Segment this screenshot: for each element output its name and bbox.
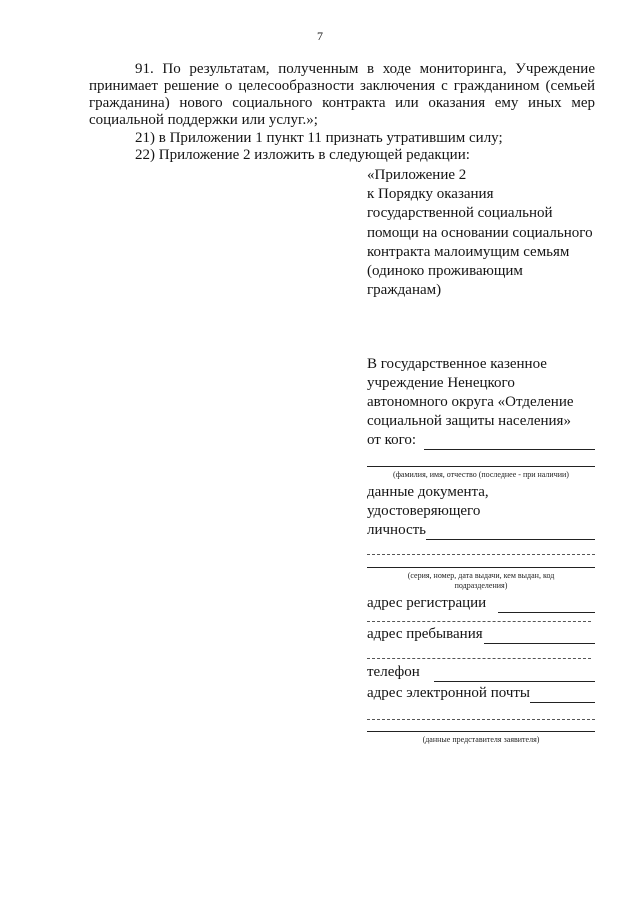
phone-field[interactable] bbox=[434, 668, 595, 682]
phone-label: телефон bbox=[367, 664, 420, 680]
addressee-line: В государственное казенное bbox=[367, 356, 547, 372]
appendix-line: «Приложение 2 bbox=[367, 167, 467, 183]
paragraph-22: 22) Приложение 2 изложить в следующей редакции: bbox=[135, 147, 470, 163]
document-caption bbox=[367, 571, 595, 591]
appendix-line: гражданам) bbox=[367, 282, 442, 299]
addressee-line: автономного округа «Отделение bbox=[367, 394, 574, 410]
phone-row bbox=[367, 663, 595, 682]
document-block bbox=[367, 483, 595, 521]
addressee-line: учреждение Ненецкого bbox=[367, 375, 515, 391]
registration-label: адрес регистрации bbox=[367, 595, 487, 611]
stay-field[interactable] bbox=[484, 630, 595, 644]
document-line-2[interactable] bbox=[367, 554, 595, 555]
document-line-3[interactable] bbox=[367, 567, 595, 568]
email-label: адрес электронной почты bbox=[367, 685, 531, 701]
appendix-line: к Порядку оказания bbox=[367, 186, 494, 203]
document-line: удостоверяющего bbox=[367, 503, 481, 519]
fio-line[interactable] bbox=[367, 466, 595, 467]
appendix-heading bbox=[367, 166, 607, 300]
representative-line-1[interactable] bbox=[367, 719, 595, 720]
paragraph-21: 21) в Приложении 1 пункт 11 признать утратившим силу; bbox=[135, 130, 503, 146]
appendix-line: контракта малоимущим семьям bbox=[367, 243, 570, 260]
addressee bbox=[367, 355, 595, 431]
appendix-line: (одиноко проживающим bbox=[367, 263, 523, 280]
from-field[interactable] bbox=[424, 436, 595, 450]
paragraph-91: 91. По результатам, полученным в ходе мониторинга, Учреждение принимает решение о целесообразности заключения с гражданином (семьей гражданина) нового социального контракта или оказания ему иных мер социальной поддержки или услуг.»; bbox=[89, 61, 595, 128]
document-line: данные документа, bbox=[367, 484, 489, 500]
identity-row bbox=[367, 521, 595, 540]
registration-field[interactable] bbox=[498, 599, 595, 613]
from-row bbox=[367, 431, 595, 450]
page-number: 7 bbox=[317, 29, 323, 43]
stay-line-2[interactable] bbox=[367, 658, 591, 659]
appendix-line: помощи на основании социального bbox=[367, 224, 593, 241]
identity-label: личность bbox=[367, 522, 427, 538]
email-field[interactable] bbox=[530, 689, 595, 703]
stay-row bbox=[367, 625, 595, 644]
email-row bbox=[367, 684, 595, 703]
application-form bbox=[367, 355, 595, 745]
representative-caption: (данные представителя заявителя) bbox=[422, 735, 540, 744]
document-caption-line: (серия, номер, дата выдачи, кем выдан, код bbox=[407, 571, 555, 580]
identity-field[interactable] bbox=[426, 526, 595, 540]
stay-label: адрес пребывания bbox=[367, 626, 483, 642]
from-label: от кого: bbox=[367, 432, 417, 448]
appendix-line: государственной социальной bbox=[367, 205, 553, 222]
fio-caption: (фамилия, имя, отчество (последнее - при наличии) bbox=[393, 470, 569, 479]
document-caption-line: подразделения) bbox=[454, 581, 508, 590]
registration-row bbox=[367, 594, 595, 613]
addressee-line: социальной защиты населения» bbox=[367, 413, 571, 429]
registration-line-2[interactable] bbox=[367, 621, 591, 622]
representative-line-2[interactable] bbox=[367, 731, 595, 732]
